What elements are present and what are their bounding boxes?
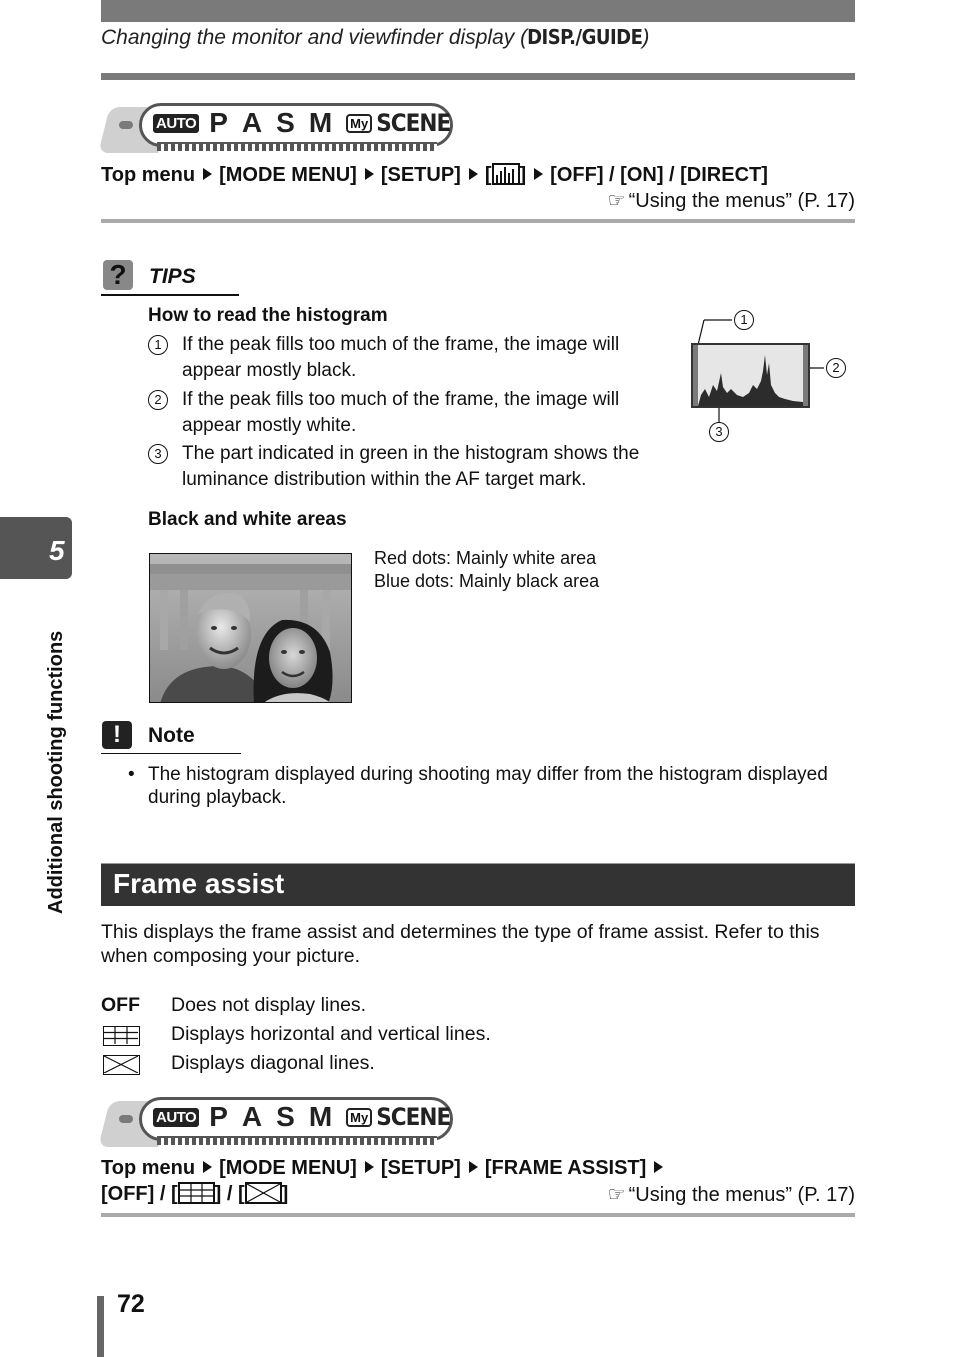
disp-guide-label: DISP./GUIDE bbox=[527, 25, 643, 49]
scene-mode-label: SCENE bbox=[376, 1103, 451, 1131]
mode-s: S bbox=[276, 1101, 295, 1132]
reference-link: ☞ “Using the menus” (P. 17) bbox=[607, 190, 855, 212]
callout-2: 2 bbox=[826, 358, 846, 378]
chapter-tab bbox=[0, 517, 72, 579]
frame-assist-description: This displays the frame assist and determines the type of frame assist. Refer to this when composing your picture. bbox=[101, 921, 820, 967]
histogram-menu-path: Top menu [MODE MENU] [SETUP] [ ] [OFF] / [ON] / [DIRECT] bbox=[101, 164, 768, 186]
auto-mode-icon: AUTO bbox=[153, 114, 199, 133]
option-diagonal: Displays diagonal lines. bbox=[171, 1052, 375, 1074]
page-number-bar bbox=[97, 1296, 104, 1357]
my-mode-icon: My bbox=[346, 114, 372, 133]
my-mode-icon: My bbox=[346, 1108, 372, 1127]
section-rule bbox=[101, 219, 855, 223]
diagonal-lines-icon bbox=[245, 1182, 282, 1204]
sample-photo bbox=[149, 553, 352, 703]
mode-m: M bbox=[308, 1101, 333, 1132]
section-rule bbox=[101, 1213, 855, 1217]
option-off: OFF Does not display lines. bbox=[101, 994, 367, 1016]
callout-3: 3 bbox=[709, 422, 729, 442]
frame-assist-title-bar bbox=[101, 863, 855, 906]
exclamation-icon: ! bbox=[102, 721, 132, 749]
auto-mode-icon: AUTO bbox=[153, 1108, 199, 1127]
mode-p: P bbox=[209, 107, 228, 138]
tip-item: 1 If the peak fills too much of the frame, the image will appear mostly black. bbox=[148, 332, 668, 384]
mode-a: A bbox=[241, 1101, 263, 1132]
blue-dots-text: Blue dots: Mainly black area bbox=[374, 571, 600, 591]
chapter-number: 5 bbox=[49, 535, 65, 566]
tip-item: 3 The part indicated in green in the histogram shows the luminance distribution within the AF target mark. bbox=[148, 441, 668, 493]
histogram-heading: How to read the histogram bbox=[148, 305, 388, 326]
mode-a: A bbox=[241, 107, 263, 138]
header-rule bbox=[101, 73, 855, 80]
histogram-icon bbox=[492, 163, 520, 185]
mode-p: P bbox=[209, 1101, 228, 1132]
pointing-hand-icon: ☞ bbox=[607, 190, 626, 212]
note-heading: ! Note bbox=[101, 720, 241, 754]
note-bullet: • The histogram displayed during shooting may differ from the histogram displayed during playback. bbox=[128, 764, 828, 808]
pointing-hand-icon: ☞ bbox=[607, 1184, 626, 1206]
page-number: 72 bbox=[117, 1290, 145, 1318]
bw-heading: Black and white areas bbox=[148, 509, 347, 530]
mode-dial-badge bbox=[101, 1097, 461, 1149]
question-icon: ? bbox=[103, 260, 133, 290]
frame-assist-menu-options: [OFF] / [ ] / [ ] bbox=[101, 1183, 289, 1205]
mode-dial-badge bbox=[101, 103, 461, 155]
frame-assist-menu-path: Top menu [MODE MENU] [SETUP] [FRAME ASSIST] bbox=[101, 1157, 670, 1180]
histogram-box bbox=[691, 343, 810, 408]
scene-mode-label: SCENE bbox=[376, 109, 451, 137]
running-header: Changing the monitor and viewfinder display (DISP./GUIDE) bbox=[101, 25, 650, 49]
tip-item: 2 If the peak fills too much of the frame, the image will appear mostly white. bbox=[148, 387, 668, 439]
mode-m: M bbox=[308, 107, 333, 138]
bw-legend bbox=[374, 547, 599, 593]
red-dots-text: Red dots: Mainly white area bbox=[374, 548, 597, 568]
mode-s: S bbox=[276, 107, 295, 138]
section-title: Frame assist bbox=[113, 868, 285, 899]
option-grid: Displays horizontal and vertical lines. bbox=[171, 1023, 491, 1045]
grid-lines-icon bbox=[178, 1182, 215, 1204]
histogram-figure bbox=[690, 310, 850, 445]
callout-1: 1 bbox=[734, 310, 754, 330]
chapter-label: Additional shooting functions bbox=[45, 630, 67, 914]
reference-link: ☞ “Using the menus” (P. 17) bbox=[607, 1184, 855, 1206]
tips-heading: ? TIPS bbox=[101, 258, 239, 296]
top-bar bbox=[101, 0, 855, 22]
